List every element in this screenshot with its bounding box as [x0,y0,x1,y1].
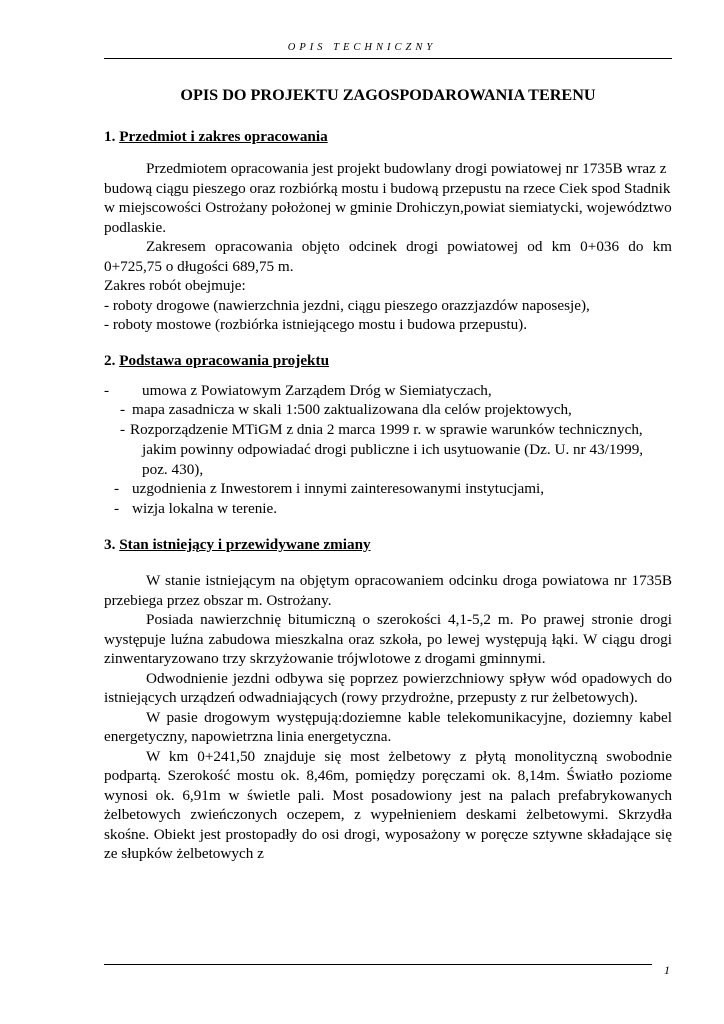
list-item [104,420,672,479]
section-1-paragraph-1: Przedmiotem opracowania jest projekt budowlany drogi powiatowej nr 1735B wraz z budową ciągu pieszego oraz rozbiórką mostu i budową przepustu na rzece Ciek spod Stadnik w miejscowości Ostrożany położonej w gminie Drohiczyn,powiat siemiatycki, województwo podlaskie. [104,160,672,236]
section-2-list [104,381,672,520]
section-1-paragraph-2: Zakresem opracowania objęto odcinek drogi powiatowej od km 0+036 do km 0+725,75 o długości 689,75 m. [104,238,672,275]
list-dash: - [120,401,126,419]
list-item-text: umowa z Powiatowym Zarządem Dróg w Siemiatyczach, [142,381,492,399]
list-item-text-wrap [130,420,672,479]
page-number: 1 [664,963,670,977]
list-item [104,479,672,499]
section-3-heading [104,535,672,555]
document-body [104,86,672,864]
section-3-paragraph-5: W km 0+241,50 znajduje się most żelbetowy z płytą monolityczną swobodnie podpartą. Szerokość mostu ok. 8,46m, pomiędzy poręczami ok. 8,14m. Światło poziome wynosi ok. 6,91m w świetle pali. Most posadowiony jest na palach prefabrykowanych żelbetowych zwieńczonych oczepem, z wypełnieniem deskami żelbetowymi. Skrzydła skośne. Obiekt jest prostopadły do osi drogi, wyposażony w poręcze sztywne składające się ze słupków żelbetowych z [104,747,672,863]
list-dash: - [114,500,120,518]
list-item-text: uzgodnienia z Inwestorem i innymi zainteresowanymi instytucjami, [132,480,545,498]
running-header: OPIS TECHNICZNY [287,42,437,53]
list-item [104,499,672,519]
list-dash: - [104,381,110,399]
section-2-heading [104,351,672,371]
list-item-text: Rozporządzenie MTiGM z dnia 2 marca 1999 r. w sprawie warunków technicznych, jakim powinny odpowiadać drogi publiczne i ich usytuowanie (Dz. U. nr 43/1999, poz. 430), [130,421,644,478]
list-item-text: wizja lokalna w terenie. [132,500,278,518]
section-1-paragraph-3: Zakres robót obejmuje: [104,277,246,294]
list-item [104,400,672,420]
section-1-scope-item-2: - roboty mostowe (rozbiórka istniejącego mostu i budowa przepustu). [104,316,528,333]
footer-divider [104,964,652,965]
section-3-number: 3. [104,536,116,554]
section-1 [104,127,672,335]
section-3-title: Stan istniejący i przewidywane zmiany [119,536,371,554]
section-2-title: Podstawa opracowania projektu [119,351,330,369]
section-3-paragraph-2: Posiada nawierzchnię bitumiczną o szerokości 4,1-5,2 m. Po prawej stronie drogi występuje luźna zabudowa mieszkalna oraz szkoła, po lewej występują łąki. W ciągu drogi zinwentaryzowano trzy skrzyżowanie trójwlotowe z drogami gminnymi. [104,611,672,668]
section-1-number: 1. [104,128,116,145]
list-item-text: mapa zasadnicza w skali 1:500 zaktualizowana dla celów projektowych, [132,401,572,419]
list-item [104,381,672,401]
list-dash: - [114,480,120,498]
section-3-paragraph-4: W pasie drogowym występują:doziemne kable telekomunikacyjne, doziemny kabel energetyczny, napowietrzna linia energetyczna. [104,708,672,746]
section-1-title: Przedmiot i zakres opracowania [119,128,328,145]
section-2-number: 2. [104,351,116,369]
section-2 [104,351,672,520]
document-title: OPIS DO PROJEKTU ZAGOSPODAROWANIA TERENU [180,86,596,104]
section-1-heading [104,127,672,147]
section-3-paragraph-1: W stanie istniejącym na objętym opracowaniem odcinku droga powiatowa nr 1735B przebiega przez obszar m. Ostrożany. [104,572,672,609]
section-3-paragraph-3: Odwodnienie jezdni odbywa się poprzez powierzchniowy spływ wód opadowych do istniejących urządzeń odwadniających (rowy przydrożne, przepusty z rur żelbetowych). [104,669,672,707]
list-dash: - [120,421,126,439]
section-1-scope-item-1: - roboty drogowe (nawierzchnia jezdni, ciągu pieszego orazzjazdów naposesje), [104,296,590,314]
header-divider [104,58,672,59]
section-3 [104,535,672,864]
